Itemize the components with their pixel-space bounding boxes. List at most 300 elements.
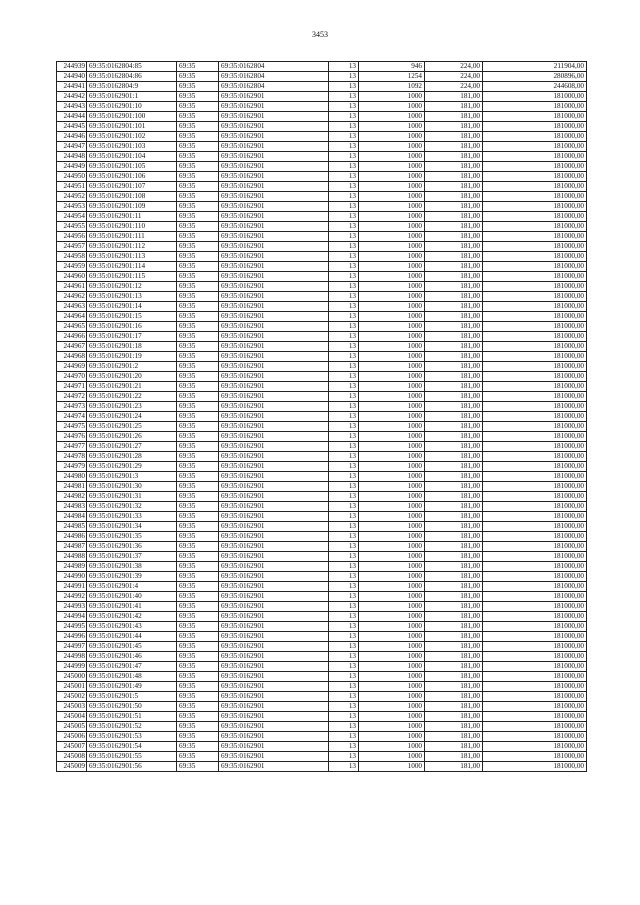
area-cell: 1000 [359,272,425,282]
area-cell: 1000 [359,622,425,632]
district-code-cell: 69:35 [177,472,219,482]
cadastral-number-cell: 69:35:0162901:41 [87,602,177,612]
cadastral-value-cell: 181000,00 [483,112,587,122]
row-number-cell: 244980 [57,472,87,482]
cadastral-value-cell: 181000,00 [483,632,587,642]
cadastral-value-cell: 181000,00 [483,722,587,732]
table-row [57,712,587,722]
area-cell: 1000 [359,192,425,202]
quarter-number-cell: 69:35:0162901 [219,182,329,192]
category-code-cell: 13 [329,712,359,722]
row-number-cell: 245000 [57,672,87,682]
row-number-cell: 245003 [57,702,87,712]
cadastral-number-cell: 69:35:0162901:37 [87,552,177,562]
category-code-cell: 13 [329,412,359,422]
row-number-cell: 244988 [57,552,87,562]
area-cell: 946 [359,62,425,72]
cadastral-value-cell: 181000,00 [483,162,587,172]
row-number-cell: 244989 [57,562,87,572]
table-row [57,532,587,542]
cadastral-value-cell: 181000,00 [483,642,587,652]
cadastral-value-cell: 181000,00 [483,332,587,342]
cadastral-value-cell: 181000,00 [483,502,587,512]
table-row [57,742,587,752]
quarter-number-cell: 69:35:0162901 [219,492,329,502]
cadastral-number-cell: 69:35:0162901:18 [87,342,177,352]
district-code-cell: 69:35 [177,252,219,262]
district-code-cell: 69:35 [177,482,219,492]
district-code-cell: 69:35 [177,192,219,202]
row-number-cell: 244974 [57,412,87,422]
cadastral-value-cell: 181000,00 [483,252,587,262]
table-row [57,732,587,742]
quarter-number-cell: 69:35:0162901 [219,582,329,592]
cadastral-number-cell: 69:35:0162901:47 [87,662,177,672]
cadastral-value-cell: 181000,00 [483,292,587,302]
specific-value-cell: 181,00 [425,232,483,242]
specific-value-cell: 181,00 [425,492,483,502]
category-code-cell: 13 [329,352,359,362]
quarter-number-cell: 69:35:0162901 [219,712,329,722]
category-code-cell: 13 [329,752,359,762]
area-cell: 1000 [359,162,425,172]
row-number-cell: 245005 [57,722,87,732]
specific-value-cell: 181,00 [425,592,483,602]
cadastral-number-cell: 69:35:0162901:5 [87,692,177,702]
area-cell: 1000 [359,482,425,492]
district-code-cell: 69:35 [177,142,219,152]
area-cell: 1000 [359,262,425,272]
area-cell: 1000 [359,692,425,702]
cadastral-number-cell: 69:35:0162901:40 [87,592,177,602]
cadastral-value-cell: 181000,00 [483,342,587,352]
cadastral-value-cell: 181000,00 [483,492,587,502]
cadastral-value-cell: 181000,00 [483,622,587,632]
category-code-cell: 13 [329,182,359,192]
cadastral-number-cell: 69:35:0162901:106 [87,172,177,182]
quarter-number-cell: 69:35:0162901 [219,522,329,532]
cadastral-value-cell: 181000,00 [483,552,587,562]
area-cell: 1000 [359,612,425,622]
area-cell: 1000 [359,662,425,672]
cadastral-number-cell: 69:35:0162901:35 [87,532,177,542]
district-code-cell: 69:35 [177,712,219,722]
table-row [57,232,587,242]
district-code-cell: 69:35 [177,542,219,552]
cadastral-value-cell: 181000,00 [483,192,587,202]
cadastral-value-cell: 181000,00 [483,472,587,482]
row-number-cell: 244941 [57,82,87,92]
area-cell: 1000 [359,462,425,472]
area-cell: 1000 [359,732,425,742]
cadastral-number-cell: 69:35:0162804:9 [87,82,177,92]
quarter-number-cell: 69:35:0162804 [219,82,329,92]
specific-value-cell: 181,00 [425,412,483,422]
cadastral-value-cell: 181000,00 [483,242,587,252]
table-row [57,652,587,662]
cadastral-value-cell: 181000,00 [483,482,587,492]
category-code-cell: 13 [329,702,359,712]
table-row [57,322,587,332]
row-number-cell: 244947 [57,142,87,152]
area-cell: 1000 [359,672,425,682]
district-code-cell: 69:35 [177,322,219,332]
area-cell: 1000 [359,362,425,372]
district-code-cell: 69:35 [177,352,219,362]
table-row [57,262,587,272]
specific-value-cell: 181,00 [425,392,483,402]
cadastral-number-cell: 69:35:0162901:43 [87,622,177,632]
quarter-number-cell: 69:35:0162901 [219,442,329,452]
category-code-cell: 13 [329,492,359,502]
row-number-cell: 245008 [57,752,87,762]
row-number-cell: 244958 [57,252,87,262]
row-number-cell: 244950 [57,172,87,182]
district-code-cell: 69:35 [177,652,219,662]
specific-value-cell: 181,00 [425,732,483,742]
category-code-cell: 13 [329,472,359,482]
quarter-number-cell: 69:35:0162901 [219,422,329,432]
row-number-cell: 244986 [57,532,87,542]
cadastral-value-cell: 181000,00 [483,272,587,282]
cadastral-number-cell: 69:35:0162901:30 [87,482,177,492]
specific-value-cell: 181,00 [425,102,483,112]
cadastral-value-cell: 181000,00 [483,702,587,712]
quarter-number-cell: 69:35:0162901 [219,352,329,362]
area-cell: 1000 [359,252,425,262]
row-number-cell: 244951 [57,182,87,192]
specific-value-cell: 181,00 [425,482,483,492]
district-code-cell: 69:35 [177,532,219,542]
area-cell: 1000 [359,522,425,532]
table-row [57,222,587,232]
table-row [57,312,587,322]
category-code-cell: 13 [329,652,359,662]
category-code-cell: 13 [329,392,359,402]
cadastral-number-cell: 69:35:0162901:111 [87,232,177,242]
quarter-number-cell: 69:35:0162901 [219,532,329,542]
category-code-cell: 13 [329,132,359,142]
table-row [57,412,587,422]
row-number-cell: 245009 [57,762,87,772]
area-cell: 1000 [359,92,425,102]
district-code-cell: 69:35 [177,462,219,472]
quarter-number-cell: 69:35:0162901 [219,562,329,572]
cadastral-number-cell: 69:35:0162901:26 [87,432,177,442]
area-cell: 1000 [359,442,425,452]
table-row [57,662,587,672]
specific-value-cell: 181,00 [425,742,483,752]
table-row [57,102,587,112]
district-code-cell: 69:35 [177,572,219,582]
cadastral-value-cell: 181000,00 [483,732,587,742]
cadastral-value-cell: 181000,00 [483,682,587,692]
specific-value-cell: 181,00 [425,532,483,542]
table-row [57,172,587,182]
district-code-cell: 69:35 [177,422,219,432]
cadastral-number-cell: 69:35:0162901:2 [87,362,177,372]
area-cell: 1000 [359,202,425,212]
specific-value-cell: 224,00 [425,62,483,72]
row-number-cell: 244979 [57,462,87,472]
cadastral-number-cell: 69:35:0162901:11 [87,212,177,222]
specific-value-cell: 181,00 [425,672,483,682]
specific-value-cell: 181,00 [425,152,483,162]
area-cell: 1000 [359,652,425,662]
cadastral-number-cell: 69:35:0162901:105 [87,162,177,172]
table-row [57,762,587,772]
cadastral-number-cell: 69:35:0162901:15 [87,312,177,322]
area-cell: 1000 [359,742,425,752]
category-code-cell: 13 [329,142,359,152]
area-cell: 1000 [359,222,425,232]
table-row [57,682,587,692]
row-number-cell: 244981 [57,482,87,492]
specific-value-cell: 181,00 [425,332,483,342]
row-number-cell: 244983 [57,502,87,512]
table-row [57,82,587,92]
cadastral-value-cell: 181000,00 [483,412,587,422]
area-cell: 1000 [359,322,425,332]
area-cell: 1000 [359,682,425,692]
specific-value-cell: 181,00 [425,682,483,692]
row-number-cell: 245004 [57,712,87,722]
cadastral-number-cell: 69:35:0162901:10 [87,102,177,112]
table-row [57,122,587,132]
cadastral-value-cell: 181000,00 [483,442,587,452]
category-code-cell: 13 [329,62,359,72]
specific-value-cell: 181,00 [425,212,483,222]
specific-value-cell: 181,00 [425,472,483,482]
cadastral-value-cell: 181000,00 [483,422,587,432]
category-code-cell: 13 [329,292,359,302]
specific-value-cell: 181,00 [425,112,483,122]
specific-value-cell: 181,00 [425,602,483,612]
row-number-cell: 244975 [57,422,87,432]
district-code-cell: 69:35 [177,342,219,352]
specific-value-cell: 181,00 [425,172,483,182]
district-code-cell: 69:35 [177,592,219,602]
specific-value-cell: 181,00 [425,502,483,512]
category-code-cell: 13 [329,512,359,522]
quarter-number-cell: 69:35:0162901 [219,702,329,712]
district-code-cell: 69:35 [177,292,219,302]
table-row [57,342,587,352]
district-code-cell: 69:35 [177,182,219,192]
cadastral-value-cell: 181000,00 [483,212,587,222]
cadastral-value-cell: 181000,00 [483,182,587,192]
district-code-cell: 69:35 [177,72,219,82]
area-cell: 1000 [359,402,425,412]
cadastral-value-cell: 280896,00 [483,72,587,82]
table-row [57,182,587,192]
table-row [57,602,587,612]
specific-value-cell: 181,00 [425,612,483,622]
cadastral-value-cell: 181000,00 [483,92,587,102]
category-code-cell: 13 [329,522,359,532]
category-code-cell: 13 [329,72,359,82]
quarter-number-cell: 69:35:0162901 [219,452,329,462]
cadastral-number-cell: 69:35:0162901:53 [87,732,177,742]
cadastral-number-cell: 69:35:0162901:17 [87,332,177,342]
district-code-cell: 69:35 [177,682,219,692]
table-row [57,462,587,472]
row-number-cell: 244962 [57,292,87,302]
cadastral-value-cell: 181000,00 [483,742,587,752]
cadastral-value-cell: 181000,00 [483,352,587,362]
cadastral-value-cell: 181000,00 [483,232,587,242]
area-cell: 1000 [359,712,425,722]
table-row [57,392,587,402]
cadastral-number-cell: 69:35:0162901:114 [87,262,177,272]
table-row [57,92,587,102]
row-number-cell: 244961 [57,282,87,292]
specific-value-cell: 181,00 [425,312,483,322]
row-number-cell: 244971 [57,382,87,392]
cadastral-value-cell: 181000,00 [483,512,587,522]
area-cell: 1000 [359,702,425,712]
cadastral-value-cell: 181000,00 [483,452,587,462]
district-code-cell: 69:35 [177,282,219,292]
table-row [57,702,587,712]
area-cell: 1000 [359,182,425,192]
category-code-cell: 13 [329,222,359,232]
cadastral-value-cell: 181000,00 [483,562,587,572]
specific-value-cell: 181,00 [425,562,483,572]
specific-value-cell: 181,00 [425,462,483,472]
row-number-cell: 244942 [57,92,87,102]
quarter-number-cell: 69:35:0162901 [219,152,329,162]
quarter-number-cell: 69:35:0162901 [219,302,329,312]
table-row [57,402,587,412]
area-cell: 1000 [359,122,425,132]
area-cell: 1000 [359,642,425,652]
row-number-cell: 244985 [57,522,87,532]
table-row [57,292,587,302]
specific-value-cell: 181,00 [425,542,483,552]
cadastral-number-cell: 69:35:0162901:36 [87,542,177,552]
cadastral-number-cell: 69:35:0162901:34 [87,522,177,532]
area-cell: 1000 [359,332,425,342]
district-code-cell: 69:35 [177,412,219,422]
specific-value-cell: 181,00 [425,762,483,772]
category-code-cell: 13 [329,192,359,202]
category-code-cell: 13 [329,662,359,672]
quarter-number-cell: 69:35:0162901 [219,332,329,342]
cadastral-number-cell: 69:35:0162901:102 [87,132,177,142]
district-code-cell: 69:35 [177,722,219,732]
category-code-cell: 13 [329,312,359,322]
table-body [57,62,587,772]
category-code-cell: 13 [329,542,359,552]
category-code-cell: 13 [329,612,359,622]
district-code-cell: 69:35 [177,452,219,462]
quarter-number-cell: 69:35:0162901 [219,112,329,122]
cadastral-value-cell: 181000,00 [483,132,587,142]
cadastral-value-cell: 181000,00 [483,762,587,772]
specific-value-cell: 181,00 [425,162,483,172]
district-code-cell: 69:35 [177,272,219,282]
district-code-cell: 69:35 [177,332,219,342]
area-cell: 1000 [359,632,425,642]
specific-value-cell: 181,00 [425,642,483,652]
cadastral-value-cell: 181000,00 [483,522,587,532]
district-code-cell: 69:35 [177,62,219,72]
cadastral-value-cell: 181000,00 [483,262,587,272]
row-number-cell: 244990 [57,572,87,582]
category-code-cell: 13 [329,162,359,172]
table-row [57,212,587,222]
specific-value-cell: 181,00 [425,242,483,252]
quarter-number-cell: 69:35:0162901 [219,122,329,132]
district-code-cell: 69:35 [177,152,219,162]
specific-value-cell: 181,00 [425,132,483,142]
cadastral-number-cell: 69:35:0162901:16 [87,322,177,332]
cadastral-number-cell: 69:35:0162804:86 [87,72,177,82]
specific-value-cell: 181,00 [425,552,483,562]
cadastral-value-cell: 181000,00 [483,462,587,472]
specific-value-cell: 181,00 [425,292,483,302]
category-code-cell: 13 [329,82,359,92]
cadastral-number-cell: 69:35:0162901:107 [87,182,177,192]
district-code-cell: 69:35 [177,672,219,682]
cadastral-number-cell: 69:35:0162901:101 [87,122,177,132]
cadastral-number-cell: 69:35:0162901:33 [87,512,177,522]
quarter-number-cell: 69:35:0162901 [219,372,329,382]
specific-value-cell: 181,00 [425,712,483,722]
specific-value-cell: 181,00 [425,362,483,372]
quarter-number-cell: 69:35:0162901 [219,592,329,602]
row-number-cell: 244995 [57,622,87,632]
quarter-number-cell: 69:35:0162901 [219,752,329,762]
quarter-number-cell: 69:35:0162901 [219,732,329,742]
area-cell: 1000 [359,142,425,152]
area-cell: 1000 [359,432,425,442]
district-code-cell: 69:35 [177,442,219,452]
row-number-cell: 244994 [57,612,87,622]
district-code-cell: 69:35 [177,382,219,392]
cadastral-number-cell: 69:35:0162901:12 [87,282,177,292]
district-code-cell: 69:35 [177,262,219,272]
table-row [57,672,587,682]
area-cell: 1000 [359,582,425,592]
quarter-number-cell: 69:35:0162901 [219,92,329,102]
category-code-cell: 13 [329,422,359,432]
cadastral-value-table [56,61,587,772]
specific-value-cell: 181,00 [425,222,483,232]
area-cell: 1000 [359,382,425,392]
table-row [57,612,587,622]
cadastral-number-cell: 69:35:0162901:13 [87,292,177,302]
district-code-cell: 69:35 [177,732,219,742]
specific-value-cell: 181,00 [425,432,483,442]
table-row [57,752,587,762]
cadastral-number-cell: 69:35:0162901:20 [87,372,177,382]
category-code-cell: 13 [329,562,359,572]
table-row [57,552,587,562]
category-code-cell: 13 [329,572,359,582]
cadastral-value-cell: 181000,00 [483,432,587,442]
category-code-cell: 13 [329,402,359,412]
category-code-cell: 13 [329,682,359,692]
specific-value-cell: 181,00 [425,702,483,712]
specific-value-cell: 181,00 [425,512,483,522]
specific-value-cell: 181,00 [425,352,483,362]
table-row [57,362,587,372]
cadastral-number-cell: 69:35:0162901:56 [87,762,177,772]
category-code-cell: 13 [329,372,359,382]
cadastral-number-cell: 69:35:0162901:27 [87,442,177,452]
